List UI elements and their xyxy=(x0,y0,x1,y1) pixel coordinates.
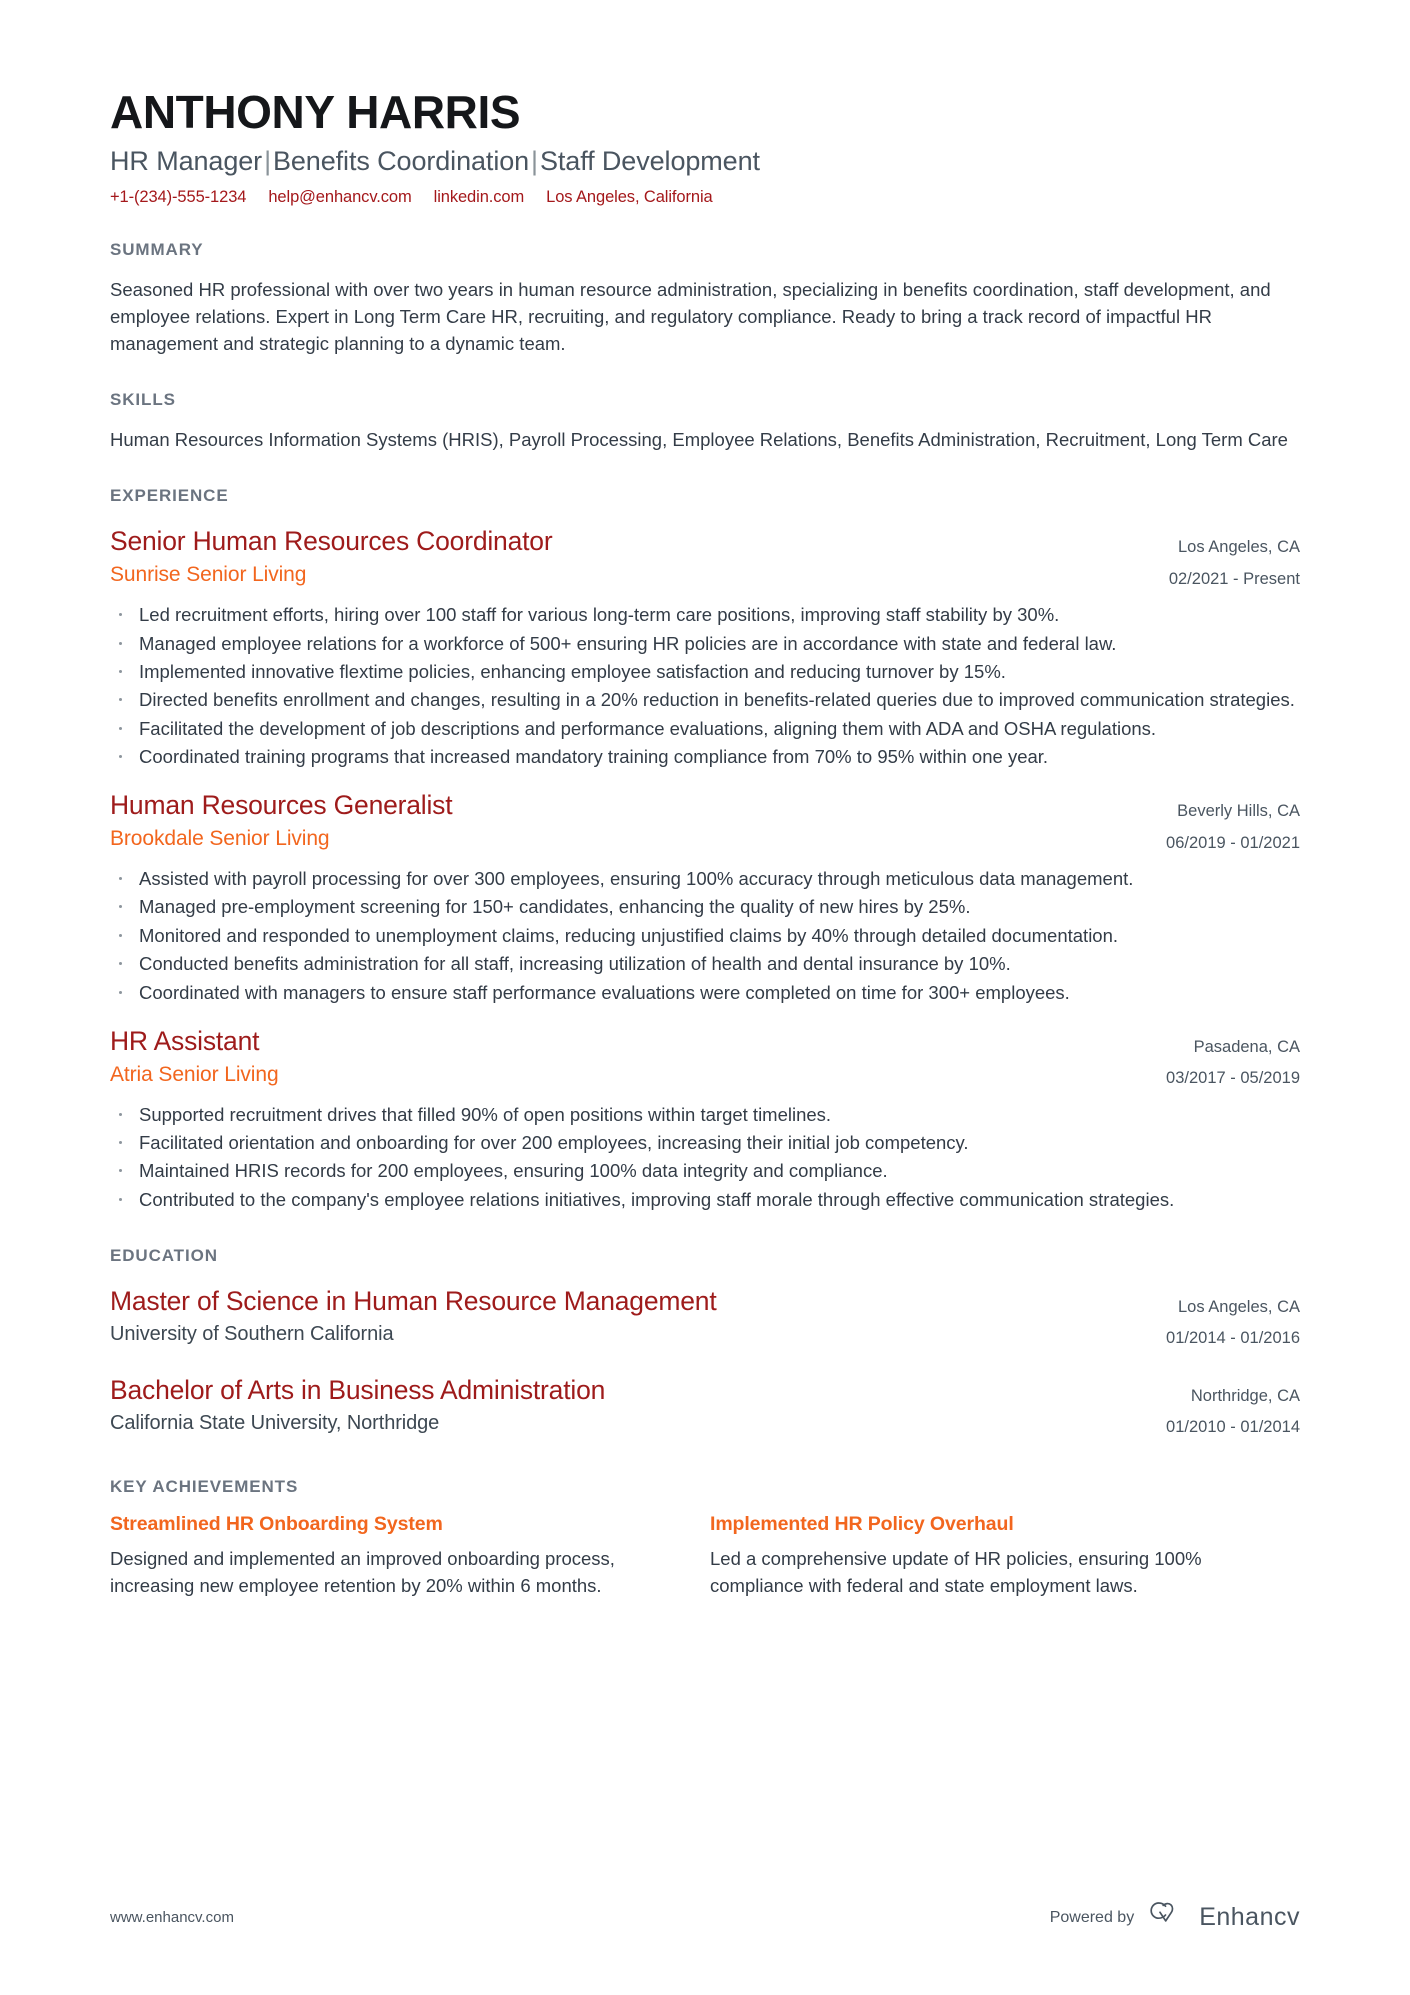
job-bullet: Contributed to the company's employee relations initiatives, improving staff morale through effective communication strategies. xyxy=(110,1186,1300,1213)
job-bullet: Maintained HRIS records for 200 employees, ensuring 100% data integrity and compliance. xyxy=(110,1157,1300,1184)
contact-location: Los Angeles, California xyxy=(546,187,713,206)
job-dates: 02/2021 - Present xyxy=(1168,569,1300,588)
contact-linkedin[interactable]: linkedin.com xyxy=(433,187,525,206)
job-bullet: Implemented innovative flextime policies, enhancing employee satisfaction and reducing turnover by 15%. xyxy=(110,658,1300,685)
company-name: Brookdale Senior Living xyxy=(110,827,330,851)
enhancv-logo-icon xyxy=(1150,1902,1190,1933)
section-title-achievements: KEY ACHIEVEMENTS xyxy=(110,1476,299,1496)
job-bullets xyxy=(110,865,1300,1006)
section-skills xyxy=(110,390,1300,453)
job-title: Senior Human Resources Coordinator xyxy=(110,526,553,557)
education-entry-meta xyxy=(1142,1375,1300,1444)
job-dates: 06/2019 - 01/2021 xyxy=(1166,833,1300,852)
experience-entry-left xyxy=(110,1026,1142,1088)
powered-by-label: Powered by xyxy=(1049,1908,1135,1926)
school-name: University of Southern California xyxy=(110,1322,394,1345)
headline-part-2: Benefits Coordination xyxy=(272,146,530,177)
achievements-grid xyxy=(110,1513,1300,1599)
achievement-item xyxy=(110,1513,630,1599)
experience-entry-meta xyxy=(1142,790,1300,859)
job-location: Pasadena, CA xyxy=(1193,1037,1300,1056)
job-bullet: Coordinated training programs that increased mandatory training compliance from 70% to 95% within one year. xyxy=(110,743,1300,770)
experience-entry-header xyxy=(110,1026,1300,1095)
school-dates: 01/2010 - 01/2014 xyxy=(1166,1418,1300,1437)
summary-text: Seasoned HR professional with over two years in human resource administration, specializing in benefits coordination, staff development, and employee relations. Expert in Long Term Care HR, recruiting, and regulatory compliance. Ready to bring a track record of impactful HR management and strategic planning to a dynamic team. xyxy=(110,278,1271,355)
section-experience xyxy=(110,486,1300,1213)
headline-separator: | xyxy=(531,146,538,177)
education-entry xyxy=(110,1286,1300,1355)
powered-by-block xyxy=(1050,1902,1300,1933)
experience-entry-left xyxy=(110,526,1145,588)
headline-part-1: HR Manager xyxy=(110,146,263,177)
education-entry-left xyxy=(110,1375,1142,1436)
job-bullet: Coordinated with managers to ensure staff performance evaluations were completed on time for 300+ employees. xyxy=(110,979,1300,1006)
resume-header xyxy=(110,0,1300,207)
job-bullets xyxy=(110,1101,1300,1214)
achievement-text: Led a comprehensive update of HR policies, ensuring 100% compliance with federal and state employment laws. xyxy=(710,1547,1202,1596)
education-entry-meta xyxy=(1142,1286,1300,1355)
degree-title: Master of Science in Human Resource Management xyxy=(110,1286,717,1317)
footer-url[interactable]: www.enhancv.com xyxy=(110,1909,234,1926)
school-location: Northridge, CA xyxy=(1190,1386,1300,1405)
company-name: Atria Senior Living xyxy=(110,1062,279,1086)
education-entry-header xyxy=(110,1375,1300,1444)
job-bullet: Monitored and responded to unemployment claims, reducing unjustified claims by 40% through detailed documentation. xyxy=(110,922,1300,949)
experience-entry-left xyxy=(110,790,1142,852)
education-entry-header xyxy=(110,1286,1300,1355)
job-bullets xyxy=(110,601,1300,770)
contact-phone: +1-(234)-555-1234 xyxy=(110,187,247,206)
headline-part-3: Staff Development xyxy=(539,146,760,177)
job-location: Los Angeles, CA xyxy=(1178,538,1300,557)
section-title-education: EDUCATION xyxy=(110,1246,218,1266)
experience-entry xyxy=(110,526,1300,770)
achievement-text: Designed and implemented an improved onboarding process, increasing new employee retention by 20% within 6 months. xyxy=(110,1547,615,1596)
company-name: Sunrise Senior Living xyxy=(110,563,307,587)
degree-title: Bachelor of Arts in Business Administration xyxy=(110,1374,606,1405)
school-dates: 01/2014 - 01/2016 xyxy=(1166,1329,1300,1348)
section-summary xyxy=(110,240,1300,358)
candidate-headline xyxy=(110,145,1300,177)
resume-footer xyxy=(110,1902,1300,1933)
section-title-skills: SKILLS xyxy=(110,390,176,410)
achievement-item xyxy=(710,1513,1230,1599)
school-name: California State University, Northridge xyxy=(110,1411,440,1434)
education-entry xyxy=(110,1375,1300,1444)
job-location: Beverly Hills, CA xyxy=(1177,802,1300,821)
job-bullet: Facilitated the development of job descriptions and performance evaluations, aligning them with ADA and OSHA regulations. xyxy=(110,715,1300,742)
job-bullet: Managed pre-employment screening for 150+ candidates, enhancing the quality of new hires by 25%. xyxy=(110,893,1300,920)
experience-entry-header xyxy=(110,790,1300,859)
skills-text: Human Resources Information Systems (HRIS), Payroll Processing, Employee Relations, Benefits Administration, Recruitment, Long Term Care xyxy=(110,429,1288,451)
contact-email[interactable]: help@enhancv.com xyxy=(268,187,412,206)
experience-entry xyxy=(110,790,1300,1006)
job-bullet: Conducted benefits administration for all staff, increasing utilization of health and dental insurance by 10%. xyxy=(110,950,1300,977)
section-education xyxy=(110,1246,1300,1443)
job-bullet: Directed benefits enrollment and changes, resulting in a 20% reduction in benefits-related queries due to improved communication strategies. xyxy=(110,686,1300,713)
enhancv-brand-name: Enhancv xyxy=(1199,1903,1300,1931)
job-bullet: Supported recruitment drives that filled 90% of open positions within target timelines. xyxy=(110,1101,1300,1128)
section-title-experience: EXPERIENCE xyxy=(110,486,229,506)
job-dates: 03/2017 - 05/2019 xyxy=(1166,1069,1300,1088)
headline-separator: | xyxy=(264,146,271,177)
experience-entry-meta xyxy=(1142,1026,1300,1095)
experience-entry-header xyxy=(110,526,1300,595)
job-bullet: Managed employee relations for a workforce of 500+ ensuring HR policies are in accordance with state and federal law. xyxy=(110,630,1300,657)
job-bullet: Facilitated orientation and onboarding for over 200 employees, increasing their initial job competency. xyxy=(110,1129,1300,1156)
section-achievements xyxy=(110,1477,1300,1599)
job-bullet: Assisted with payroll processing for over 300 employees, ensuring 100% accuracy through meticulous data management. xyxy=(110,865,1300,892)
candidate-name: ANTHONY HARRIS xyxy=(110,86,521,138)
section-title-summary: SUMMARY xyxy=(110,239,204,259)
experience-entry-meta xyxy=(1145,526,1300,595)
enhancv-brand xyxy=(1150,1902,1300,1933)
job-title: Human Resources Generalist xyxy=(110,790,453,821)
experience-entry xyxy=(110,1026,1300,1213)
school-location: Los Angeles, CA xyxy=(1178,1298,1300,1317)
job-bullet: Led recruitment efforts, hiring over 100 staff for various long-term care positions, improving staff stability by 30%. xyxy=(110,601,1300,628)
contact-row xyxy=(110,188,1300,207)
achievement-title: Streamlined HR Onboarding System xyxy=(110,1512,443,1535)
job-title: HR Assistant xyxy=(110,1025,260,1056)
achievement-title: Implemented HR Policy Overhaul xyxy=(710,1512,1014,1535)
education-entry-left xyxy=(110,1286,1142,1347)
